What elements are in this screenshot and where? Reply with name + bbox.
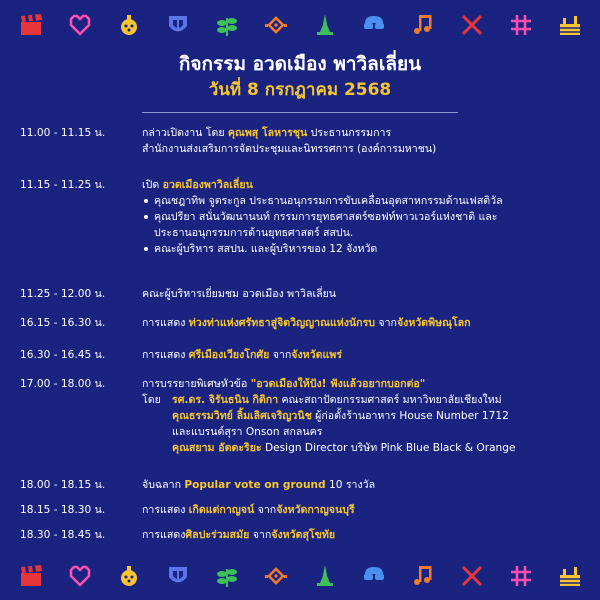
list-item: คุณปรียา สนั่นวัฒนานนท์ กรรมการยุทธศาสตร์ซอฟท์พาวเวอร์แห่งชาติ และ ประธานอนุกรรมการด้านยุทธศาสตร์ สสปน. xyxy=(142,209,587,241)
agenda-description: การแสดงศิลปะร่วมสมัย จากจังหวัดสุโขทัย xyxy=(142,529,336,541)
hash-icon xyxy=(508,563,534,589)
province-name: จังหวัดพิษณุโลก xyxy=(396,317,471,329)
basket-icon xyxy=(557,563,583,589)
sunglasses-icon xyxy=(361,563,387,589)
list-item: คณะผู้บริหาร สสปน. และผู้บริหารของ 12 จังหวัด xyxy=(142,241,587,257)
agenda-description xyxy=(142,177,587,257)
province-name: จังหวัดแพร่ xyxy=(291,349,342,361)
agenda-time: 18.15 - 18.30 น. xyxy=(20,504,106,516)
agenda-description xyxy=(142,286,587,302)
performance-title: ศิลปะร่วมสมัย xyxy=(185,529,250,541)
performance-title: เกิดแต่กาญจน์ xyxy=(188,504,255,516)
province-name: จังหวัดกาญจนบุรี xyxy=(276,504,355,516)
agenda-time: 11.25 - 12.00 น. xyxy=(20,288,106,300)
agenda-text: และแบรนด์สุรา Onson สกลนคร xyxy=(172,426,323,438)
pagoda-icon xyxy=(312,563,338,589)
speaker-list xyxy=(142,392,587,456)
agenda-time: 11.00 - 11.15 น. xyxy=(20,127,106,139)
agenda-text: ประธานกรรมการ xyxy=(307,127,392,139)
list-item: คุณชฎาทิพ จูตระกูล ประธานอนุกรรมการขับเคลื่อนอุตสาหกรรมด้านเฟสติวัล xyxy=(142,193,587,209)
performance-title: ท่วงท่าแห่งศรัทธาสู่จิตวิญญาณแห่งนักรบ xyxy=(188,317,375,329)
lotus-emblem-icon xyxy=(165,563,191,589)
agenda-description: จับฉลาก Popular vote on ground 10 รางวัล xyxy=(142,479,376,491)
performance-title: ศรีเมืองเวียงโกศัย xyxy=(188,349,270,361)
agenda-text: เปิด xyxy=(142,179,163,191)
agenda-description: การบรรยายพิเศษหัวข้อ "อวดเมืองให้ปัง! ฟังแล้วอยากบอกต่อ" โดย รศ.ดร. จิรันธนิน กิติกา คณะสถาปัตยกรรมศาสตร์ มหาวิทยาลัยเชียงใหม่ คุณธรรมวิทย์ ลิ้มเลิศเจริญวนิช ผู้ก่อตั้งร้านอาหาร House Number 1712 และแบรนด์สุรา Onson สกลนคร คุณสยาม อัตตะริยะ Design Director บริษัท Pink Blue Black & Orange xyxy=(142,376,587,456)
speaker-name: คุณพสุ โลหารชุน xyxy=(227,127,308,139)
agenda-text: สำนักงานส่งเสริมการจัดประชุมและนิทรรศการ (องค์การมหาชน) xyxy=(142,143,437,155)
cross-icon xyxy=(459,563,485,589)
clapperboard-icon xyxy=(18,563,44,589)
page-title: กิจกรรม อวดเมือง พาวิลเลี่ยน xyxy=(178,53,422,75)
agenda-time: 11.15 - 11.25 น. xyxy=(20,179,106,191)
agenda-text: คณะผู้บริหารเยี่ยมชม อวดเมือง พาวิลเลี่ยน xyxy=(142,288,337,300)
gold-ornament-icon xyxy=(116,563,142,589)
agenda-description xyxy=(142,125,587,157)
guest-list xyxy=(142,193,587,257)
bottom-icon-row xyxy=(0,559,600,593)
pixel-heart-icon xyxy=(67,563,93,589)
agenda-time: 17.00 - 18.00 น. xyxy=(20,378,106,390)
province-name: จังหวัดสุโขทัย xyxy=(271,529,336,541)
lecture-topic: "อวดเมืองให้ปัง! ฟังแล้วอยากบอกต่อ" xyxy=(250,378,426,390)
diamond-pattern-icon xyxy=(263,563,289,589)
agenda-description: การแสดง ศรีเมืองเวียงโกศัย จากจังหวัดแพร่ xyxy=(142,349,342,361)
list-item: คุณสยาม อัตตะริยะ Design Director บริษัท Pink Blue Black & Orange xyxy=(172,442,516,454)
agenda-time: 18.30 - 18.45 น. xyxy=(20,529,106,541)
event-highlight: Popular vote on ground xyxy=(184,479,326,491)
event-highlight: อวดเมืองพาวิลเลี่ยน xyxy=(162,179,253,191)
music-note-icon xyxy=(410,563,436,589)
event-date: วันที่ 8 กรกฎาคม 2568 xyxy=(208,80,392,100)
agenda-description: การแสดง ท่วงท่าแห่งศรัทธาสู่จิตวิญญาณแห่งนักรบ จากจังหวัดพิษณุโลก xyxy=(142,317,471,329)
agenda-time: 16.15 - 16.30 น. xyxy=(20,317,106,329)
by-label: โดย xyxy=(142,394,161,406)
list-item: คุณธรรมวิทย์ ลิ้มเลิศเจริญวนิช ผู้ก่อตั้งร้านอาหาร House Number 1712 xyxy=(172,410,509,422)
agenda-text: กล่าวเปิดงาน โดย xyxy=(142,127,228,139)
list-item: รศ.ดร. จิรันธนิน กิติกา คณะสถาปัตยกรรมศาสตร์ มหาวิทยาลัยเชียงใหม่ xyxy=(172,394,502,406)
agenda-time: 18.00 - 18.15 น. xyxy=(20,479,106,491)
agenda-description: การแสดง เกิดแต่กาญจน์ จากจังหวัดกาญจนบุรี xyxy=(142,504,355,516)
agenda-time: 16.30 - 16.45 น. xyxy=(20,349,106,361)
plant-icon xyxy=(214,563,240,589)
